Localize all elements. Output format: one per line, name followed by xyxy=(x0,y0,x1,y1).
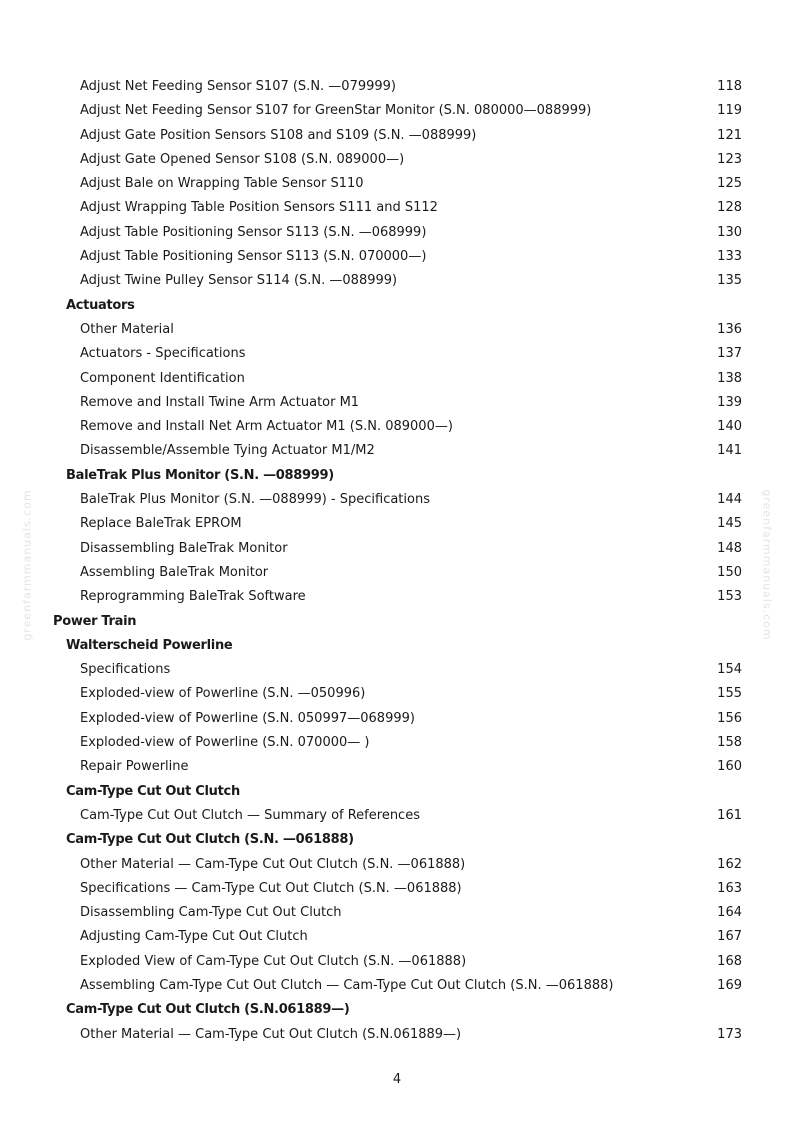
toc-entry[interactable] xyxy=(0,196,794,220)
toc-entry[interactable] xyxy=(0,950,794,974)
toc-entry-page: 158 xyxy=(717,735,742,751)
toc-entry[interactable] xyxy=(0,488,794,512)
toc-entry-title: Adjusting Cam-Type Cut Out Clutch xyxy=(80,929,308,945)
toc-entry-title: Cam-Type Cut Out Clutch (S.N.061889—) xyxy=(66,1002,350,1018)
toc-entry-page: 118 xyxy=(717,79,742,94)
toc-entry-page: 121 xyxy=(717,127,742,143)
toc-entry-title: Cam-Type Cut Out Clutch (S.N. —061888) xyxy=(66,832,354,848)
toc-entry-title: Adjust Wrapping Table Position Sensors S111 and S112 xyxy=(80,200,438,216)
toc-entry-page: 154 xyxy=(717,662,742,678)
toc-entry[interactable] xyxy=(0,537,794,561)
toc-entry-title: Assembling BaleTrak Monitor xyxy=(80,564,269,580)
toc-entry[interactable] xyxy=(0,877,794,901)
toc-entry-page: 168 xyxy=(717,953,742,969)
toc-entry[interactable] xyxy=(0,245,794,269)
toc-entry[interactable] xyxy=(0,853,794,877)
toc-entry-page: 123 xyxy=(717,151,742,167)
toc-entry[interactable] xyxy=(0,707,794,731)
toc-section-heading[interactable] xyxy=(0,464,794,488)
toc-entry-title: Adjust Gate Position Sensors S108 and S109 (S.N. —088999) xyxy=(80,127,477,143)
toc-entry-title: Adjust Twine Pulley Sensor S114 (S.N. —088999) xyxy=(80,273,398,289)
toc-entry-page: 135 xyxy=(717,273,742,289)
toc-entry-title: Disassemble/Assemble Tying Actuator M1/M2 xyxy=(80,443,375,459)
toc-entry-title: Power Train xyxy=(53,613,137,629)
toc-entry-page: 164 xyxy=(717,905,742,921)
toc-entry-page: 148 xyxy=(717,540,742,556)
toc-chapter-heading[interactable] xyxy=(0,610,794,634)
toc-entry-page: 161 xyxy=(717,807,742,823)
toc-section-heading[interactable] xyxy=(0,634,794,658)
toc-entry-title: Adjust Table Positioning Sensor S113 (S.N. —068999) xyxy=(80,224,427,240)
toc-entry[interactable] xyxy=(0,439,794,463)
toc-entry-page: 136 xyxy=(717,321,742,337)
toc-entry[interactable] xyxy=(0,682,794,706)
toc-section-heading[interactable] xyxy=(0,828,794,852)
toc-entry-title: Remove and Install Net Arm Actuator M1 (S.N. 089000—) xyxy=(80,419,453,435)
toc-entry-title: BaleTrak Plus Monitor (S.N. —088999) - Specifications xyxy=(80,492,430,508)
toc-entry[interactable] xyxy=(0,172,794,196)
toc-entry-title: Disassembling Cam-Type Cut Out Clutch xyxy=(80,905,342,921)
toc-entry[interactable] xyxy=(0,512,794,536)
toc-entry-title: Cam-Type Cut Out Clutch xyxy=(66,783,240,799)
toc-entry-page: 167 xyxy=(717,929,742,945)
toc-entry-page: 156 xyxy=(717,710,742,726)
toc-entry-page: 139 xyxy=(717,394,742,410)
toc-section-heading[interactable] xyxy=(0,998,794,1022)
toc-entry-title: Exploded-view of Powerline (S.N. 070000— ) xyxy=(80,735,370,751)
toc-entry[interactable] xyxy=(0,1023,794,1047)
toc-entry[interactable] xyxy=(0,367,794,391)
toc-entry-page: 162 xyxy=(717,856,742,872)
watermark-right: greenfarmmanuals.com xyxy=(760,489,774,641)
toc-entry-title: Replace BaleTrak EPROM xyxy=(80,516,242,532)
toc-entry-title: Adjust Bale on Wrapping Table Sensor S110 xyxy=(80,176,364,192)
page-number: 4 xyxy=(392,1072,402,1087)
toc-entry[interactable] xyxy=(0,75,794,99)
toc-entry[interactable] xyxy=(0,901,794,925)
toc-entry-title: Adjust Table Positioning Sensor S113 (S.N. 070000—) xyxy=(80,249,427,265)
toc-entry[interactable] xyxy=(0,731,794,755)
toc-entry-title: Disassembling BaleTrak Monitor xyxy=(80,540,288,556)
toc-entry-page: 163 xyxy=(717,880,742,896)
toc-section-heading[interactable] xyxy=(0,294,794,318)
toc-entry-page: 137 xyxy=(717,346,742,362)
toc-entry-page: 141 xyxy=(717,443,742,459)
watermark-left: greenfarmmanuals.com xyxy=(20,489,34,641)
table-of-contents xyxy=(0,75,794,1047)
toc-entry-page: 144 xyxy=(717,492,742,508)
toc-entry[interactable] xyxy=(0,269,794,293)
toc-entry[interactable] xyxy=(0,658,794,682)
toc-entry[interactable] xyxy=(0,148,794,172)
toc-entry-title: Other Material xyxy=(80,321,174,337)
toc-entry[interactable] xyxy=(0,99,794,123)
toc-entry-page: 160 xyxy=(717,759,742,775)
toc-entry-title: Adjust Net Feeding Sensor S107 for GreenStar Monitor (S.N. 080000—088999) xyxy=(80,103,592,119)
toc-entry-title: Actuators - Specifications xyxy=(80,346,246,362)
toc-entry-title: Specifications xyxy=(80,662,171,678)
toc-entry[interactable] xyxy=(0,561,794,585)
toc-entry-title: Exploded View of Cam-Type Cut Out Clutch (S.N. —061888) xyxy=(80,953,467,969)
toc-entry-title: BaleTrak Plus Monitor (S.N. —088999) xyxy=(66,467,334,483)
toc-section-heading[interactable] xyxy=(0,780,794,804)
toc-entry-title: Adjust Gate Opened Sensor S108 (S.N. 089000—) xyxy=(80,151,405,167)
toc-entry-page: 155 xyxy=(717,686,742,702)
toc-entry-page: 140 xyxy=(717,419,742,435)
toc-entry[interactable] xyxy=(0,804,794,828)
toc-entry-page: 150 xyxy=(717,564,742,580)
toc-entry-title: Other Material — Cam-Type Cut Out Clutch (S.N. —061888) xyxy=(80,856,466,872)
toc-entry[interactable] xyxy=(0,318,794,342)
toc-entry-title: Remove and Install Twine Arm Actuator M1 xyxy=(80,394,360,410)
toc-entry[interactable] xyxy=(0,221,794,245)
toc-entry-page: 130 xyxy=(717,224,742,240)
toc-entry-page: 153 xyxy=(717,589,742,605)
toc-entry-page: 173 xyxy=(717,1026,742,1042)
toc-entry-page: 119 xyxy=(717,103,742,119)
toc-entry-page: 138 xyxy=(717,370,742,386)
toc-entry[interactable] xyxy=(0,585,794,609)
toc-entry-title: Reprogramming BaleTrak Software xyxy=(80,589,306,605)
toc-entry[interactable] xyxy=(0,974,794,998)
toc-entry-title: Exploded-view of Powerline (S.N. 050997—068999) xyxy=(80,710,415,726)
toc-entry-page: 169 xyxy=(717,977,742,993)
toc-entry-title: Repair Powerline xyxy=(80,759,189,775)
toc-entry-title: Cam-Type Cut Out Clutch — Summary of References xyxy=(80,807,420,823)
toc-entry-title: Assembling Cam-Type Cut Out Clutch — Cam-Type Cut Out Clutch (S.N. —061888) xyxy=(80,977,614,993)
toc-entry-page: 128 xyxy=(717,200,742,216)
toc-entry[interactable] xyxy=(0,124,794,148)
toc-entry-title: Exploded-view of Powerline (S.N. —050996) xyxy=(80,686,366,702)
toc-entry-title: Component Identification xyxy=(80,370,245,386)
toc-entry-title: Specifications — Cam-Type Cut Out Clutch (S.N. —061888) xyxy=(80,880,462,896)
toc-entry-title: Adjust Net Feeding Sensor S107 (S.N. —079999) xyxy=(80,79,397,94)
toc-entry[interactable] xyxy=(0,415,794,439)
toc-entry-page: 125 xyxy=(717,176,742,192)
toc-entry-page: 145 xyxy=(717,516,742,532)
toc-entry-page: 133 xyxy=(717,249,742,265)
toc-entry-title: Other Material — Cam-Type Cut Out Clutch (S.N.061889—) xyxy=(80,1026,462,1042)
toc-entry-title: Walterscheid Powerline xyxy=(66,637,233,653)
toc-entry[interactable] xyxy=(0,755,794,779)
toc-entry-title: Actuators xyxy=(66,297,135,313)
toc-entry[interactable] xyxy=(0,342,794,366)
toc-entry[interactable] xyxy=(0,925,794,949)
toc-entry[interactable] xyxy=(0,391,794,415)
